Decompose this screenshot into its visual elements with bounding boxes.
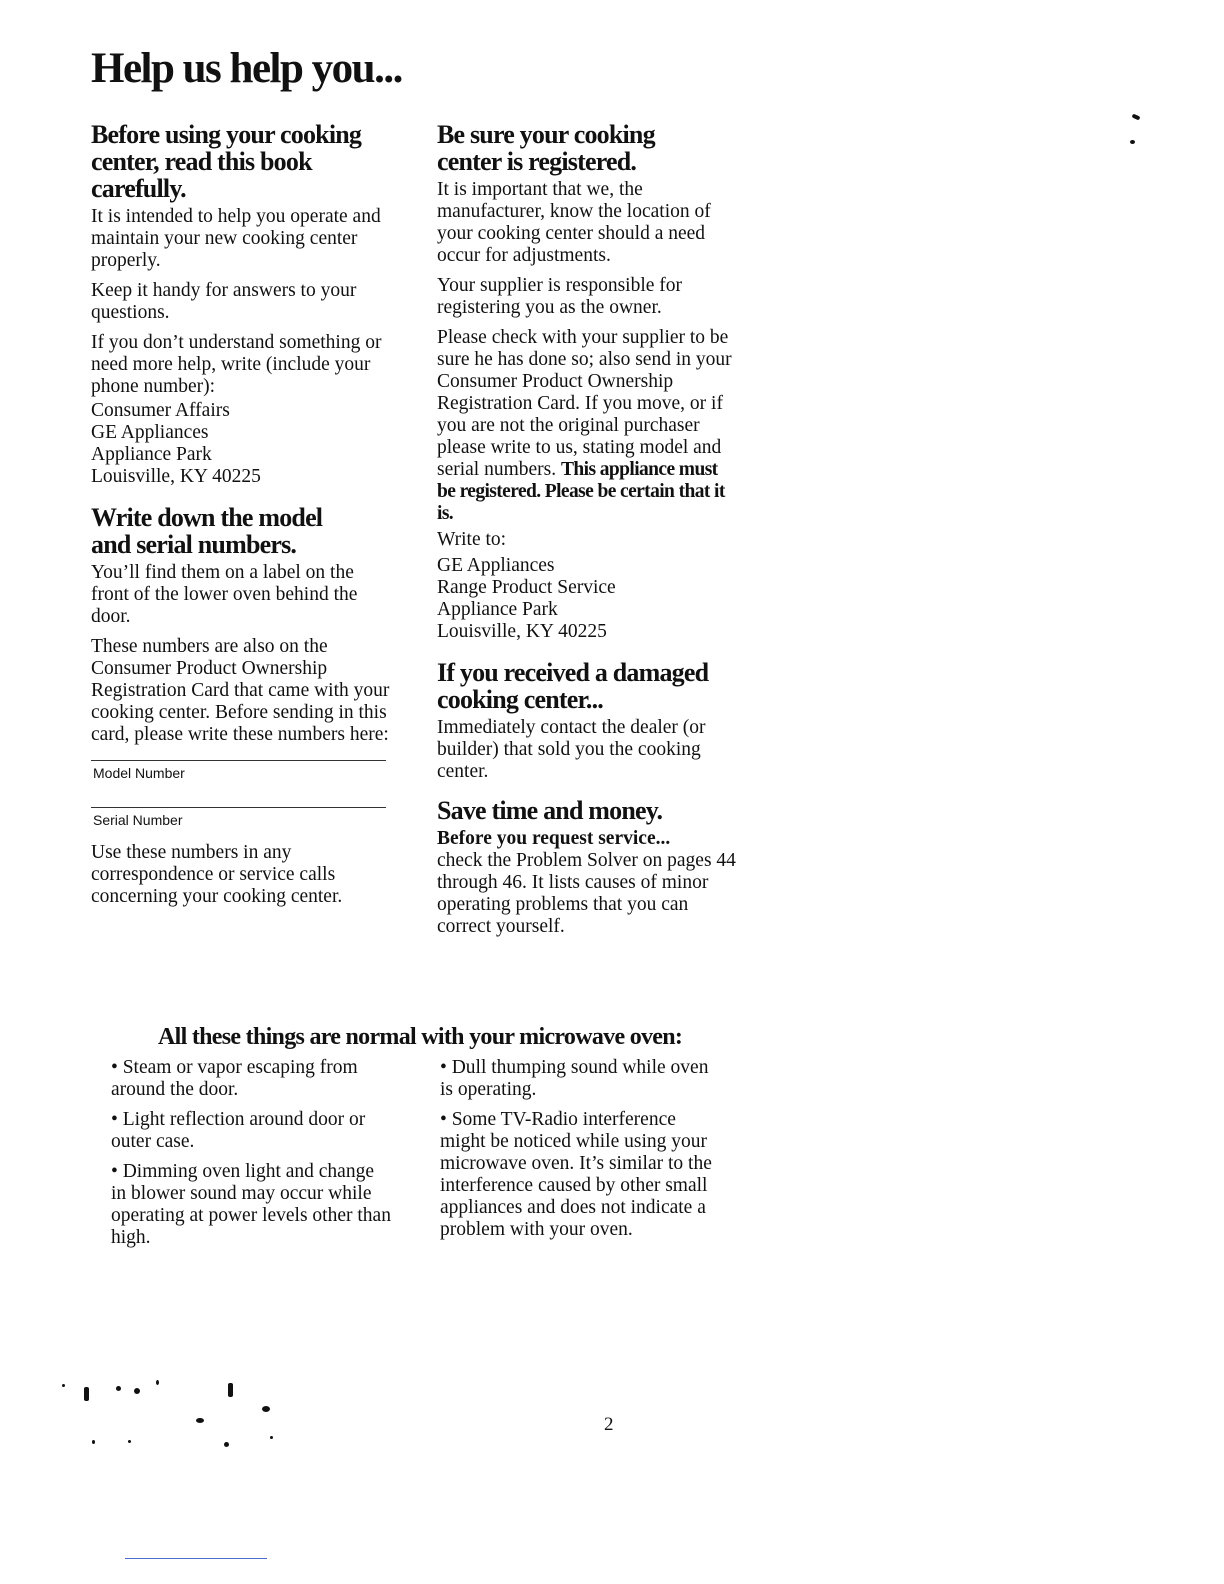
section-save-time — [437, 797, 737, 938]
section-read-book — [91, 121, 391, 488]
paragraph: Your supplier is responsible for registering you as the owner. — [437, 275, 683, 318]
address-line: Louisville, KY 40225 — [437, 621, 607, 642]
right-column — [437, 121, 737, 946]
paragraph: It is intended to help you operate and maintain your new cooking center properly. — [91, 206, 381, 271]
paragraph — [437, 327, 737, 525]
registration-required-note: This appliance must be registered. Please be certain that it is. — [437, 459, 725, 524]
subheading: Before you request service... — [437, 828, 671, 849]
paragraph-text: Please check with your supplier to be sure he has done so; also send in your Consumer Product Ownership Registration Card. If you move, or if you are not the original purchaser please write to us, stating model and serial numbers. — [437, 327, 732, 480]
paragraph: Keep it handy for answers to your questions. — [91, 280, 357, 323]
section-heading: Before using your cooking center, read this book carefully. — [91, 120, 362, 203]
section-registration — [437, 121, 737, 643]
serial-number-label: Serial Number — [93, 812, 183, 828]
paragraph: It is important that we, the manufacturer, know the location of your cooking center should a need occur for adjustments. — [437, 179, 711, 266]
page-number: 2 — [604, 1414, 614, 1435]
paragraph: Use these numbers in any correspondence or service calls concerning your cooking center. — [91, 842, 343, 907]
address-line: Appliance Park — [437, 599, 558, 620]
normal-things-heading: All these things are normal with your microwave oven: — [158, 1024, 683, 1050]
paragraph: You’ll find them on a label on the front of the lower oven behind the door. — [91, 562, 358, 627]
speck — [84, 1387, 89, 1401]
speck — [196, 1418, 204, 1423]
speck — [270, 1436, 273, 1439]
section-heading: If you received a damaged cooking center... — [437, 658, 709, 714]
speck — [1130, 140, 1135, 144]
paragraph: If you don’t understand something or need more help, write (include your phone number): — [91, 332, 382, 397]
normal-list-left — [111, 1057, 393, 1257]
speck — [228, 1383, 233, 1397]
address-line: Range Product Service — [437, 577, 616, 598]
section-heading: Write down the model and serial numbers. — [91, 503, 323, 559]
section-model-serial — [91, 504, 391, 908]
list-item: • Dull thumping sound while oven is operating. — [440, 1057, 709, 1100]
section-heading: Save time and money. — [437, 796, 663, 825]
page-title: Help us help you... — [91, 45, 402, 92]
model-number-label: Model Number — [93, 765, 185, 781]
write-to-label: Write to: — [437, 529, 507, 550]
address-line: Louisville, KY 40225 — [91, 466, 261, 487]
normal-list-right — [440, 1057, 722, 1249]
address-line: GE Appliances — [437, 555, 555, 576]
address-line: GE Appliances — [91, 422, 209, 443]
list-item: • Some TV-Radio interference might be noticed while using your microwave oven. It’s similar to the interference caused by other small appliances and does not indicate a problem with your oven. — [440, 1109, 712, 1240]
speck — [92, 1440, 95, 1444]
model-number-line — [91, 760, 386, 761]
range-service-address — [437, 555, 737, 643]
speck — [224, 1442, 229, 1447]
bottom-rule — [125, 1558, 267, 1559]
speck — [134, 1388, 140, 1394]
speck — [1132, 113, 1141, 120]
list-item: • Steam or vapor escaping from around the door. — [111, 1057, 358, 1100]
section-heading: Be sure your cooking center is registered. — [437, 120, 655, 176]
paragraph: Immediately contact the dealer (or builder) that sold you the cooking center. — [437, 717, 706, 782]
consumer-affairs-address — [91, 400, 391, 488]
speck — [116, 1386, 121, 1391]
speck — [262, 1406, 270, 1412]
address-line: Appliance Park — [91, 444, 212, 465]
section-damaged — [437, 659, 737, 783]
paragraph: check the Problem Solver on pages 44 through 46. It lists causes of minor operating problems that you can correct yourself. — [437, 850, 736, 937]
speck — [128, 1440, 131, 1443]
speck — [156, 1380, 159, 1385]
left-column — [91, 121, 391, 916]
list-item: • Light reflection around door or outer case. — [111, 1109, 366, 1152]
speck — [62, 1384, 65, 1387]
address-line: Consumer Affairs — [91, 400, 230, 421]
paragraph: These numbers are also on the Consumer Product Ownership Registration Card that came with your cooking center. Before sending in this card, please write these numbers here: — [91, 636, 390, 745]
serial-number-line — [91, 807, 386, 808]
list-item: • Dimming oven light and change in blower sound may occur while operating at power levels other than high. — [111, 1161, 391, 1248]
